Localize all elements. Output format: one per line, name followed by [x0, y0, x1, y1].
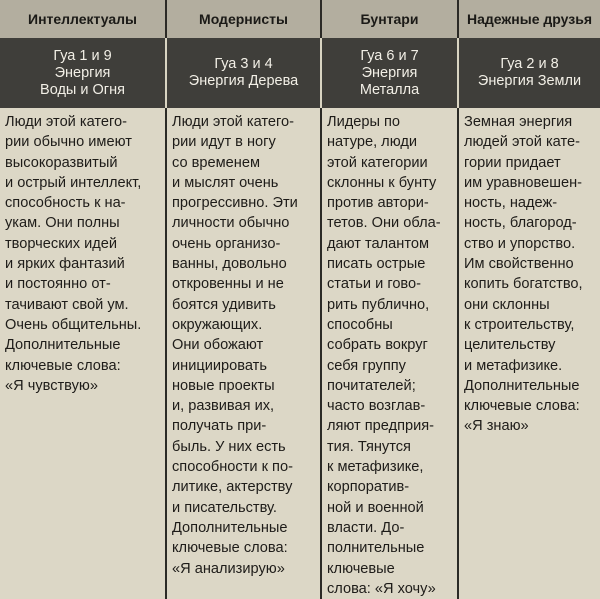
description-line: они склонны — [464, 296, 550, 313]
description-line: и метафизике. — [464, 357, 563, 374]
description-line: Дополнительные — [464, 377, 580, 394]
gua-energy-row — [0, 38, 600, 108]
description-line: тетов. Они обла- — [327, 215, 441, 232]
description-line: копить богатство, — [464, 276, 583, 293]
description-line: способности к по- — [172, 459, 293, 476]
description-line: способны — [327, 316, 393, 333]
description-line: и писательству. — [172, 499, 277, 516]
description-line: откровенны и не — [172, 276, 284, 293]
category-header-intellectuals: Интеллектуалы — [0, 0, 166, 38]
description-line: и мыслят очень — [172, 174, 279, 191]
description-line: к строительству, — [464, 316, 575, 333]
description-line: Дополнительные — [5, 337, 121, 354]
description-line: целительству — [464, 337, 556, 354]
description-line: личности обычно — [172, 215, 290, 232]
description-line: слова: «Я хочу» — [327, 580, 436, 597]
description-line: Очень общительны. — [5, 316, 142, 333]
description-line: Они обожают — [172, 337, 264, 354]
description-line: высокоразвитый — [5, 154, 118, 171]
description-line: ванны, довольно — [172, 256, 287, 273]
description-line: дают талантом — [327, 235, 429, 252]
description-line: ключевые слова: — [5, 357, 121, 374]
description-line: способность к на- — [5, 195, 126, 212]
description-line: Люди этой катего- — [5, 114, 128, 130]
description-line: «Я чувствую» — [5, 377, 98, 394]
description-line: и постоянно от- — [5, 276, 111, 293]
energy-line: Металла — [359, 81, 420, 98]
description-line: и, развивая их, — [172, 398, 275, 415]
description-line: Им свойственно — [464, 256, 574, 273]
description-line: и острый интеллект, — [5, 174, 142, 191]
description-line: людей этой кате- — [464, 134, 580, 151]
category-header-row — [0, 0, 600, 38]
energy-line: Энергия Земли — [477, 73, 582, 89]
energy-line: Воды и Огня — [40, 81, 125, 98]
description-line: прогрессивно. Эти — [172, 195, 298, 212]
description-line: ность, надеж- — [464, 195, 558, 212]
description-line: боятся удивить — [172, 296, 276, 313]
gua-numbers: Гуа 3 и 4 — [214, 56, 273, 72]
description-cell — [0, 108, 166, 599]
description-row — [0, 108, 600, 599]
energy-line: Энергия — [54, 64, 111, 81]
description-line: новые проекты — [172, 377, 275, 394]
category-header-rebels: Бунтари — [321, 0, 458, 38]
gua-cell — [0, 38, 166, 108]
description-line: рии обычно имеют — [5, 134, 132, 151]
description-cell — [321, 108, 458, 599]
description-line: быль. У них есть — [172, 438, 286, 455]
description-line: укам. Они полны — [5, 215, 120, 232]
description-line: инициировать — [172, 357, 267, 374]
description-line: корпоратив- — [327, 479, 410, 496]
category-header-reliable-friends: Надежные друзья — [458, 0, 600, 38]
description-line: гории придает — [464, 154, 561, 171]
description-line: и ярких фантазий — [5, 256, 125, 273]
description-line: ключевые слова: — [464, 398, 580, 415]
description-line: ной и военной — [327, 499, 424, 516]
description-line: статьи и гово- — [327, 276, 421, 293]
description-line: Дополнительные — [172, 519, 288, 536]
description-line: себя группу — [327, 357, 406, 374]
description-line: натуре, люди — [327, 134, 417, 151]
description-line: власти. До- — [327, 519, 405, 536]
description-line: Люди этой катего- — [172, 114, 295, 130]
description-line: ляют предприя- — [327, 418, 435, 435]
description-line: собрать вокруг — [327, 337, 428, 354]
description-line: «Я знаю» — [464, 418, 529, 435]
energy-line: Энергия Дерева — [188, 73, 299, 89]
gua-numbers: Гуа 2 и 8 — [500, 56, 559, 72]
description-line: ность, благород- — [464, 215, 577, 232]
description-line: склонны к бунту — [327, 174, 437, 191]
description-line: литике, актерству — [172, 479, 293, 496]
energy-line: Энергия — [361, 64, 418, 81]
description-cell — [458, 108, 600, 599]
description-cell — [166, 108, 321, 599]
description-line: к метафизике, — [327, 459, 424, 476]
description-line: тия. Тянутся — [327, 438, 411, 455]
description-line: со временем — [172, 154, 260, 171]
description-line: рить публично, — [327, 296, 430, 313]
description-line: почитателей; — [327, 377, 416, 394]
description-line: рии идут в ногу — [172, 134, 276, 151]
description-line: им уравновешен- — [464, 174, 582, 191]
description-line: писать острые — [327, 256, 426, 273]
description-line: тачивают свой ум. — [5, 296, 129, 313]
gua-cell — [458, 38, 600, 108]
description-line: творческих идей — [5, 235, 118, 252]
category-header-modernists: Модернисты — [166, 0, 321, 38]
gua-numbers: Гуа 6 и 7 — [360, 47, 419, 64]
description-line: окружающих. — [172, 316, 263, 333]
description-line: получать при- — [172, 418, 267, 435]
description-line: Лидеры по — [327, 114, 401, 130]
description-line: против автори- — [327, 195, 429, 212]
description-line: этой категории — [327, 154, 428, 171]
description-line: очень организо- — [172, 235, 281, 252]
description-line: Земная энергия — [464, 114, 573, 130]
gua-cell — [166, 38, 321, 108]
description-line: полнительные — [327, 540, 425, 557]
gua-cell — [321, 38, 458, 108]
description-line: часто возглав- — [327, 398, 426, 415]
gua-numbers: Гуа 1 и 9 — [53, 47, 112, 64]
description-line: ключевые — [327, 560, 395, 577]
description-line: ключевые слова: — [172, 540, 288, 557]
description-line: «Я анализирую» — [172, 560, 285, 577]
description-line: ство и упорство. — [464, 235, 576, 252]
